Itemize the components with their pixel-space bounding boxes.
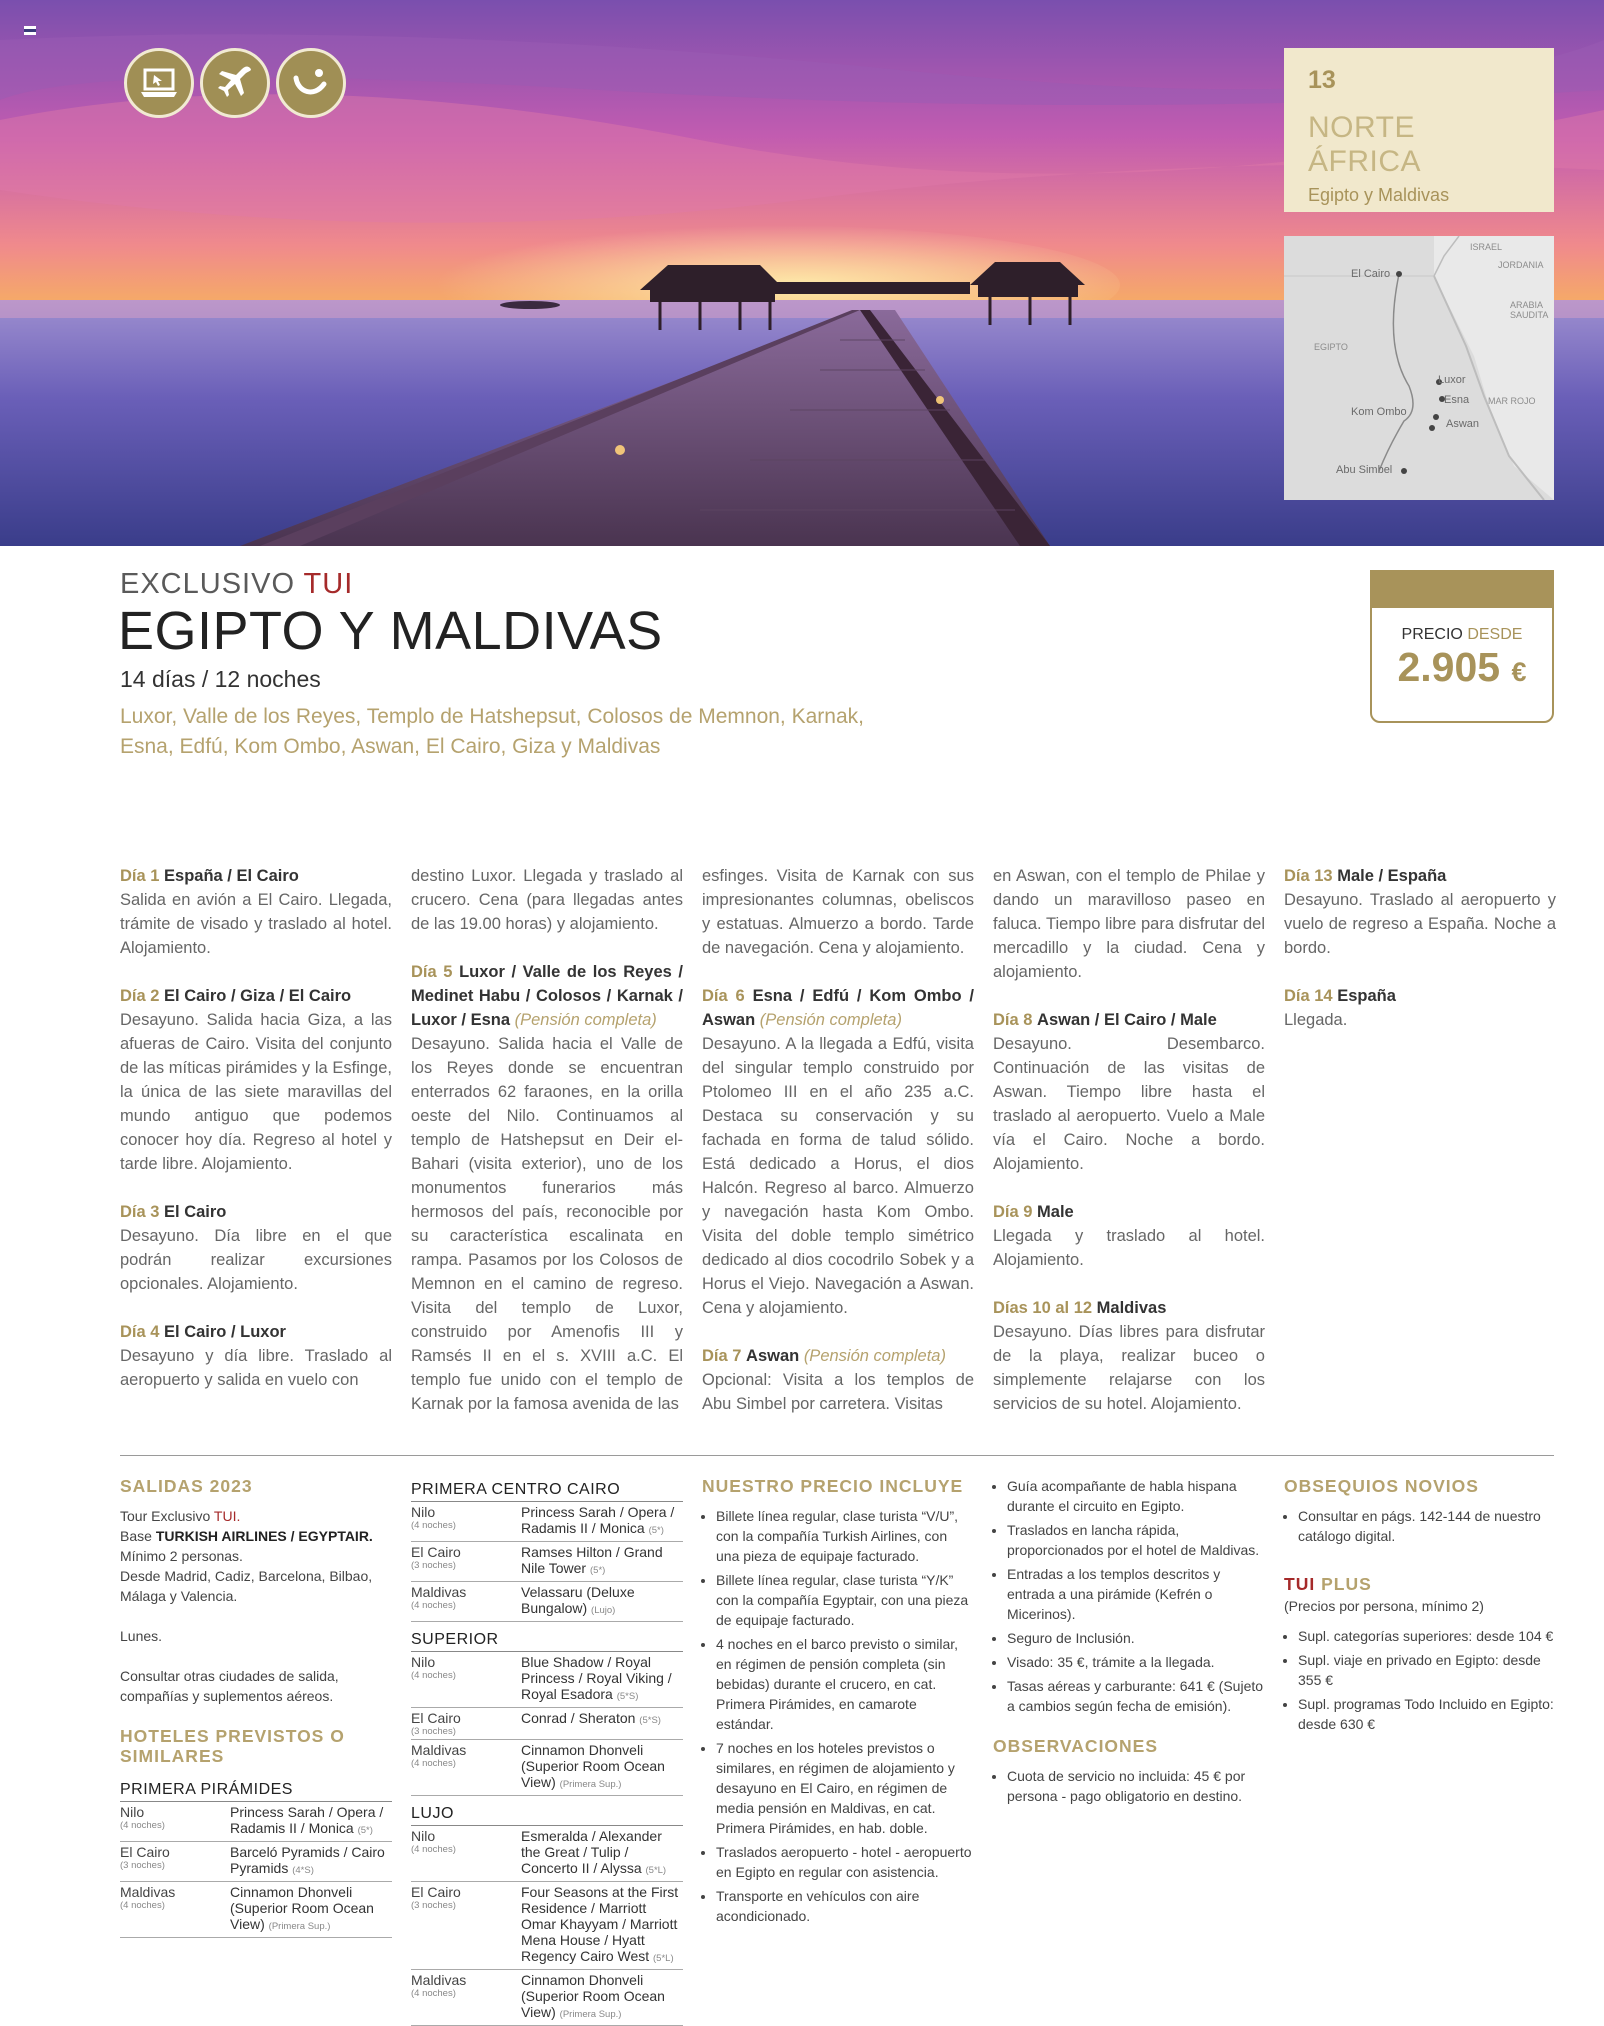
hotel-name: Velassaru (Deluxe Bungalow) (Lujo) (521, 1584, 635, 1616)
eyebrow-text: EXCLUSIVO (120, 568, 295, 600)
list-item: • Billete línea regular, clase turista “Y/K” con la compañía Egyptair, con una pieza de equipaje facturado. (716, 1570, 974, 1630)
list-item: • Consultar en págs. 142-144 de nuestro catálogo digital. (1298, 1506, 1556, 1546)
hotel-table (120, 1802, 392, 1938)
hotel-name: Cinnamon Dhonveli (Superior Room Ocean View) (Primera Sup.) (230, 1884, 374, 1932)
obsequios-heading: OBSEQUIOS NOVIOS (1284, 1476, 1479, 1496)
duration: 14 días / 12 noches (120, 666, 321, 692)
map-marker (1433, 414, 1439, 420)
map-label-kom-ombo: Kom Ombo (1351, 406, 1407, 418)
day-entry: Día 7 Aswan (Pensión completa) Opcional: Visita a los templos de Abu Simbel por carretera. Visitas (702, 1347, 974, 1413)
hotel-table (411, 1502, 683, 1622)
hotel-category: (5*) (590, 1565, 606, 1576)
day-entry: Día 9 Male Llegada y traslado al hotel. Alojamiento. (993, 1203, 1265, 1269)
category-region: NORTE ÁFRICA (1308, 111, 1422, 178)
feature-icons (124, 48, 346, 118)
hotel-city: Nilo (4 noches) (120, 1804, 230, 1839)
category-box (1284, 48, 1554, 212)
itinerary-column-4 (993, 864, 1265, 1440)
map-marker (1429, 425, 1435, 431)
day-entry: Días 10 al 12 Maldivas Desayuno. Días libres para disfrutar de la playa, realizar buceo o simplemente relajarse con los servicios de su hotel. Alojamiento. (993, 1299, 1265, 1413)
price-box (1370, 570, 1554, 723)
day-entry: Día 8 Aswan / El Cairo / Male Desayuno. Desembarco. Continuación de las visitas de Aswan. Tiempo libre hasta el traslado al aeropuerto. Vuelo a Male vía el Cairo. Noche a bordo. Alojamiento. (993, 1011, 1265, 1173)
map-label-el-cairo: El Cairo (1351, 268, 1391, 280)
hotel-name: Barceló Pyramids / Cairo Pyramids (4*S) (230, 1844, 385, 1876)
category-subtitle: Egipto y Maldivas (1308, 185, 1450, 205)
itinerary-column-2 (411, 864, 683, 1440)
map-label-esna: Esna (1444, 394, 1470, 406)
observaciones-list (993, 1766, 1265, 1806)
hotel-name: Cinnamon Dhonveli (Superior Room Ocean View) (Primera Sup.) (521, 1972, 665, 2020)
salidas-consult: Consultar otras ciudades de salida, compañías y suplementos aéreos. (120, 1668, 339, 1704)
list-item: • Transporte en vehículos con aire acondicionado. (716, 1886, 974, 1926)
price-value (1372, 644, 1552, 691)
hotel-name: Conrad / Sheraton (5*S) (521, 1710, 661, 1726)
hotel-row (411, 1882, 683, 1970)
map-label-aswan: Aswan (1446, 418, 1480, 430)
price-bar (1372, 572, 1552, 608)
list-item: • Guía acompañante de habla hispana durante el circuito en Egipto. (1007, 1476, 1265, 1516)
hotel-category: (Primera Sup.) (559, 2009, 622, 2020)
hotel-row (411, 1652, 683, 1708)
map-marker (1396, 271, 1402, 277)
hotel-row (411, 1708, 683, 1740)
exclusive-label (120, 568, 353, 601)
hotel-category: (5*) (357, 1825, 373, 1836)
map-label-jordania: JORDANIA (1498, 260, 1544, 270)
includes-column-2 (993, 1476, 1265, 1810)
day-entry-cont: esfinges. Visita de Karnak con sus impresionantes columnas, obeliscos y estatuas. Almuerzo a bordo. Tarde de navegación. Cena y alojamiento. (702, 867, 974, 957)
day-entry: Día 6 Esna / Edfú / Kom Ombo / Aswan (Pensión completa) Desayuno. A la llegada a Edfú, visita del singular templo construido por Ptolomeo III en el año 235 a.C. Destaca su conservación y su fachada en forma de talud sólido. Está dedicado a Horus, el dios Halcón. Regreso al barco. Almuerzo y navegación hasta Kom Ombo. Visita del doble templo simétrico dedicado al dios cocodrilo Sobek y a Horus el Viejo. Navegación a Aswan. Cena y alojamiento. (702, 987, 975, 1317)
hotel-nights: (4 noches) (411, 1520, 456, 1531)
map-label-arabia: ARABIA SAUDITA (1510, 300, 1549, 320)
day-entry: Día 13 Male / España Desayuno. Traslado al aeropuerto y vuelo de regreso a España. Noche a bordo. (1284, 867, 1556, 957)
hotel-nights: (4 noches) (120, 1900, 165, 1911)
day-entry: Día 3 El Cairo Desayuno. Día libre en el que podrán realizar excursiones opcionales. Alojamiento. (120, 1203, 392, 1293)
price-label (1372, 626, 1552, 644)
hotel-row (411, 1582, 683, 1622)
hotel-row (411, 1826, 683, 1882)
tui-plus-heading: TUI PLUS (1284, 1574, 1372, 1594)
section-divider (120, 1455, 1554, 1456)
hotel-city: Maldivas (4 noches) (411, 1584, 521, 1619)
hotel-name: Cinnamon Dhonveli (Superior Room Ocean View) (Primera Sup.) (521, 1742, 665, 1790)
hotel-name: Princess Sarah / Opera / Radamis II / Monica (5*) (230, 1804, 384, 1836)
includes-heading: NUESTRO PRECIO INCLUYE (702, 1476, 964, 1496)
hotel-category: (5*S) (639, 1715, 661, 1726)
obsequios-list (1284, 1506, 1556, 1546)
hotel-category: (5*S) (616, 1691, 639, 1702)
day-entry: Día 14 España Llegada. (1284, 987, 1396, 1029)
list-item: • Cuota de servicio no incluida: 45 € por persona - pago obligatorio en destino. (1007, 1766, 1265, 1806)
includes-list (993, 1476, 1265, 1716)
itinerary-column-3 (702, 864, 974, 1440)
observaciones-heading: OBSERVACIONES (993, 1736, 1159, 1756)
hotel-nights: (3 noches) (120, 1860, 165, 1871)
hotel-city: El Cairo (3 noches) (411, 1544, 521, 1579)
hotel-row (411, 1542, 683, 1582)
hotel-city: Nilo (4 noches) (411, 1504, 521, 1539)
list-item: • Traslados en lancha rápida, proporcionados por el hotel de Maldivas. (1007, 1520, 1265, 1560)
hotel-row (120, 1882, 392, 1938)
hotel-city: Nilo (4 noches) (411, 1654, 521, 1705)
list-item: • 7 noches en los hoteles previstos o similares, en régimen de alojamiento y desayuno en El Cairo, en régimen de media pensión en Maldivas, en cat. Primera Pirámides, en hab. doble. (716, 1738, 974, 1838)
hotel-category-title: LUJO (411, 1804, 683, 1826)
hotel-category: (5*L) (645, 1865, 667, 1876)
laptop-icon (124, 48, 194, 118)
hotel-city: Maldivas (4 noches) (411, 1742, 521, 1793)
hotel-nights: (3 noches) (411, 1726, 456, 1737)
includes-column (702, 1476, 974, 1930)
hotel-city: Maldivas (4 noches) (411, 1972, 521, 2023)
list-item: • Seguro de Inclusión. (1007, 1628, 1265, 1648)
price-label-gold: DESDE (1467, 626, 1523, 643)
hotel-nights: (3 noches) (411, 1900, 456, 1911)
airplane-icon (200, 48, 270, 118)
hotel-city: Nilo (4 noches) (411, 1828, 521, 1879)
list-item: • Tasas aéreas y carburante: 641 € (Sujeto a cambios según fecha de emisión). (1007, 1676, 1265, 1716)
hotel-nights: (4 noches) (120, 1820, 165, 1831)
map-label-abu-simbel: Abu Simbel (1336, 464, 1393, 476)
route-map (1284, 236, 1554, 500)
map-label-egipto: EGIPTO (1314, 342, 1348, 352)
hotel-city: El Cairo (3 noches) (120, 1844, 230, 1879)
hotel-category: (Primera Sup.) (268, 1921, 331, 1932)
day-entry: Día 2 El Cairo / Giza / El Cairo Desayuno. Salida hacia Giza, a las afueras de Cairo. Visita del conjunto de las míticas pirámides y la Esfinge, la única de las siete maravillas del mundo antiguo que podemos conocer hoy día. Regreso al hotel y tarde libre. Alojamiento. (120, 987, 392, 1173)
list-item: • Supl. programas Todo Incluido en Egipto: desde 630 € (1298, 1694, 1556, 1734)
day-entry: Día 4 El Cairo / Luxor Desayuno y día libre. Traslado al aeropuerto y salida en vuelo con (120, 1323, 392, 1389)
hotel-category: (Primera Sup.) (559, 1779, 622, 1790)
hotel-city: Maldivas (4 noches) (120, 1884, 230, 1935)
hotel-row (411, 1740, 683, 1796)
hotel-name: Ramses Hilton / Grand Nile Tower (5*) (521, 1544, 663, 1576)
hotel-name: Four Seasons at the First Residence / Marriott Omar Khayyam / Marriott Mena House / Hyatt Regency Cairo West (5*L) (521, 1884, 679, 1964)
hotel-nights: (4 noches) (411, 1758, 456, 1769)
hotel-nights: (4 noches) (411, 1670, 456, 1681)
hotel-category: (Lujo) (591, 1605, 616, 1616)
map-label-israel: ISRAEL (1470, 242, 1503, 252)
hotel-name: Esmeralda / Alexander the Great / Tulip / Concerto II / Alyssa (5*L) (521, 1828, 667, 1876)
list-item: • Entradas a los templos descritos y entrada a una pirámide (Kefrén o Micerinos). (1007, 1564, 1265, 1624)
price-currency: € (1511, 657, 1527, 687)
hero-image (0, 0, 1604, 546)
tui-plus-list (1284, 1626, 1556, 1734)
hotel-city: El Cairo (3 noches) (411, 1884, 521, 1967)
day-entry: Día 1 España / El Cairo Salida en avión a El Cairo. Llegada, trámite de visado y traslado al hotel. Alojamiento. (120, 867, 392, 957)
itinerary-column-5 (1284, 864, 1556, 1056)
hotel-category-title: PRIMERA PIRÁMIDES (120, 1780, 392, 1802)
flag-icon (24, 26, 36, 35)
hotel-name: Princess Sarah / Opera / Radamis II / Monica (5*) (521, 1504, 675, 1536)
hotel-nights: (4 noches) (411, 1844, 456, 1855)
tui-smile-icon (276, 48, 346, 118)
hotel-nights: (4 noches) (411, 1988, 456, 1999)
hotel-category: (5*L) (653, 1953, 674, 1964)
list-item: • Supl. categorías superiores: desde 104 € (1298, 1626, 1556, 1646)
salidas-info: Tour Exclusivo TUI. Base TURKISH AIRLINES / EGYPTAIR. Mínimo 2 personas. Desde Madrid, Cadiz, Barcelona, Bilbao, Málaga y Valencia. (120, 1508, 373, 1604)
hotel-category: (5*) (648, 1525, 664, 1536)
hotel-row (120, 1842, 392, 1882)
tui-plus-note: (Precios por persona, mínimo 2) (1284, 1598, 1484, 1614)
hotel-row (411, 1502, 683, 1542)
hotel-category: (4*S) (292, 1865, 314, 1876)
extras-column (1284, 1476, 1556, 1738)
hotel-nights: (4 noches) (411, 1600, 456, 1611)
list-item: • Supl. viaje en privado en Egipto: desde 355 € (1298, 1650, 1556, 1690)
itinerary-column-1 (120, 864, 392, 1416)
price-label-text: PRECIO (1401, 626, 1463, 643)
category-number: 13 (1308, 66, 1336, 94)
hotel-table (411, 1826, 683, 2026)
map-label-mar-rojo: MAR ROJO (1488, 396, 1536, 406)
salidas-column (120, 1476, 392, 1938)
list-item: • Visado: 35 €, trámite a la llegada. (1007, 1652, 1265, 1672)
hotel-nights: (3 noches) (411, 1560, 456, 1571)
day-entry-cont: destino Luxor. Llegada y traslado al crucero. Cena (para llegadas antes de las 19.00 horas) y alojamiento. (411, 867, 683, 933)
includes-list (702, 1506, 974, 1926)
map-marker (1401, 468, 1407, 474)
hotel-table (411, 1652, 683, 1796)
hotels-heading: HOTELES PREVISTOS O SIMILARES (120, 1726, 345, 1766)
eyebrow-brand: TUI (303, 568, 354, 600)
hotel-category-title: SUPERIOR (411, 1630, 683, 1652)
price-amount: 2.905 (1397, 644, 1501, 690)
hotels-column (411, 1476, 683, 2026)
list-item: • Traslados aeropuerto - hotel - aeropuerto en Egipto en regular con asistencia. (716, 1842, 974, 1882)
hotel-row (120, 1802, 392, 1842)
salidas-heading: SALIDAS 2023 (120, 1476, 253, 1496)
day-entry: Día 5 Luxor / Valle de los Reyes / Medinet Habu / Colosos / Karnak / Luxor / Esna (Pensión completa) Desayuno. Salida hacia el Valle de los Reyes donde se encuentran enterrados 62 faraones, en la orilla oeste del Nilo. Continuamos al templo de Hatshepsut en Deir el-Bahari (visita exterior), uno de los monumentos funerarios más hermosos del país, reconocible por su característica escalinata en rampa. Pasamos por los Colosos de Memnon en el camino de regreso. Visita del templo de Luxor, construido por Amenofis III y Ramsés II en el s. XVIII a.C. El templo fue unido con el templo de Karnak por la famosa avenida de las (411, 963, 683, 1413)
list-item: • 4 noches en el barco previsto o similar, en régimen de pensión completa (sin bebidas) durante el crucero, en cat. Primera Pirámides, en camarote estándar. (716, 1634, 974, 1734)
places-list: Luxor, Valle de los Reyes, Templo de Hatshepsut, Colosos de Memnon, Karnak, Esna, Edfú, Kom Ombo, Aswan, El Cairo, Giza y Maldivas (120, 705, 864, 758)
hotel-row (411, 1970, 683, 2026)
hotel-name: Blue Shadow / Royal Princess / Royal Viking / Royal Esadora (5*S) (521, 1654, 672, 1702)
hotel-city: El Cairo (3 noches) (411, 1710, 521, 1737)
hotel-category-title: PRIMERA CENTRO CAIRO (411, 1480, 683, 1502)
salidas-day: Lunes. (120, 1628, 163, 1644)
map-label-luxor: Luxor (1438, 374, 1466, 386)
page-title: EGIPTO Y MALDIVAS (118, 601, 663, 661)
day-entry-cont: en Aswan, con el templo de Philae y dando un maravilloso paseo en faluca. Tiempo libre para disfrutar del mercadillo y la ciudad. Cena y alojamiento. (993, 867, 1265, 981)
list-item: • Billete línea regular, clase turista “V/U”, con la compañía Turkish Airlines, con una pieza de equipaje facturado. (716, 1506, 974, 1566)
